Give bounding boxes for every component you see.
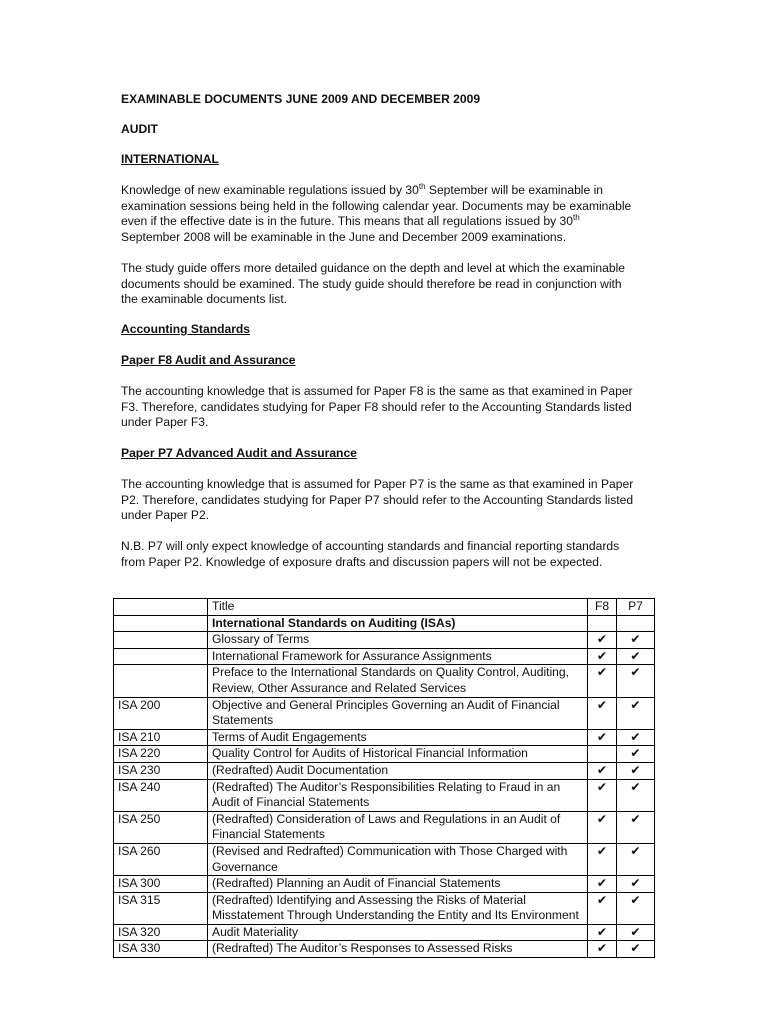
isa-code-cell: ISA 210 [114,729,208,746]
header-p7-cell: P7 [617,599,655,616]
section-p7-cell [617,615,655,632]
paragraph-line: The accounting knowledge that is assumed for Paper F8 is the same as that examined in Paper [121,384,633,398]
table-row [114,665,655,697]
intro-text: the examinable documents list. [121,292,288,307]
p7-check-cell: ✔ [617,746,655,763]
isa-title-cell: Terms of Audit Engagements [208,729,588,746]
f8-check-cell: ✔ [588,843,617,875]
isa-title-cell: (Redrafted) The Auditor’s Responsibilities Relating to Fraud in an Audit of Financial Statements [208,779,588,811]
table-row [114,811,655,843]
ordinal-suffix: th [418,182,426,191]
f8-check-cell: ✔ [588,892,617,924]
f8-check-cell [588,746,617,763]
paragraph-line: P2. Therefore, candidates studying for Paper P7 should refer to the Accounting Standards listed [121,492,634,507]
p7-check-cell: ✔ [617,632,655,649]
p7-check-cell: ✔ [617,697,655,729]
table-header-row [114,599,655,616]
p7-check-cell: ✔ [617,648,655,665]
table-row [114,729,655,746]
f8-check-cell: ✔ [588,941,617,958]
header-f8-cell: F8 [588,599,617,616]
isa-code-cell: ISA 250 [114,811,208,843]
section-f8-cell [588,615,617,632]
f8-check-cell: ✔ [588,762,617,779]
examinable-isa-table [113,598,655,958]
p7-check-cell: ✔ [617,729,655,746]
table-row [114,876,655,893]
isa-title-cell: (Redrafted) Audit Documentation [208,762,588,779]
table-row [114,632,655,649]
intro-paragraph-2 [121,261,661,308]
f8-check-cell: ✔ [588,876,617,893]
paragraph-line: under Paper F3. [121,415,209,430]
table-row [114,746,655,763]
isa-title-cell: Audit Materiality [208,924,588,941]
section-code-cell [114,615,208,632]
table-row [114,697,655,729]
p7-check-cell: ✔ [617,665,655,697]
isa-title-cell: (Redrafted) Identifying and Assessing the Risks of Material Misstatement Through Understanding the Entity and Its Environment [208,892,588,924]
f8-check-cell: ✔ [588,779,617,811]
intro-text: Knowledge of new examinable regulations issued by 30 [121,183,419,197]
table-row [114,941,655,958]
intro-text: examination sessions being held in the following calendar year. Documents may be examinable [121,198,632,213]
nb-paragraph [121,539,661,570]
header-code-cell [114,599,208,616]
table-row [114,648,655,665]
paragraph-line: The accounting knowledge that is assumed for Paper P7 is the same as that examined in Paper [121,477,634,491]
intro-text: even if the effective date is in the future. This means that all regulations issued by 30 [121,214,573,229]
isa-title-cell: (Redrafted) The Auditor’s Responses to Assessed Risks [208,941,588,958]
intro-text: The study guide offers more detailed guidance on the depth and level at which the examinable [121,261,626,275]
isa-code-cell [114,632,208,649]
header-title-cell: Title [208,599,588,616]
table-row [114,892,655,924]
intro-text: documents should be examined. The study guide should therefore be read in conjunction with [121,276,622,291]
f8-check-cell: ✔ [588,632,617,649]
table-row [114,843,655,875]
isa-code-cell [114,665,208,697]
intro-text: September 2008 will be examinable in the June and December 2009 examinations. [121,229,567,244]
isa-title-cell: (Redrafted) Consideration of Laws and Regulations in an Audit of Financial Statements [208,811,588,843]
p7-check-cell: ✔ [617,941,655,958]
isa-code-cell: ISA 320 [114,924,208,941]
isa-code-cell: ISA 330 [114,941,208,958]
paragraph-line: under Paper P2. [121,508,210,523]
table-row [114,762,655,779]
isa-title-cell: Glossary of Terms [208,632,588,649]
isa-code-cell: ISA 260 [114,843,208,875]
p7-check-cell: ✔ [617,892,655,924]
p7-check-cell: ✔ [617,876,655,893]
isa-code-cell: ISA 240 [114,779,208,811]
f8-check-cell: ✔ [588,811,617,843]
paper-f8-heading: Paper F8 Audit and Assurance [121,353,296,367]
isa-title-cell: (Redrafted) Planning an Audit of Financial Statements [208,876,588,893]
isa-title-cell: Objective and General Principles Governing an Audit of Financial Statements [208,697,588,729]
f8-check-cell: ✔ [588,729,617,746]
paragraph-line: from Paper P2. Knowledge of exposure drafts and discussion papers will not be expected. [121,554,603,569]
f8-check-cell: ✔ [588,924,617,941]
section-title-cell: International Standards on Auditing (ISAs) [208,615,588,632]
p7-check-cell: ✔ [617,924,655,941]
paper-p7-paragraph [121,477,661,524]
isa-code-cell: ISA 200 [114,697,208,729]
isa-code-cell: ISA 220 [114,746,208,763]
isa-title-cell: International Framework for Assurance Assignments [208,648,588,665]
f8-check-cell: ✔ [588,665,617,697]
table-row [114,924,655,941]
subject-heading: AUDIT [121,122,158,136]
p7-check-cell: ✔ [617,779,655,811]
table-row [114,779,655,811]
f8-check-cell: ✔ [588,697,617,729]
accounting-standards-heading: Accounting Standards [121,322,251,336]
isa-code-cell: ISA 300 [114,876,208,893]
paper-f8-paragraph [121,384,661,431]
intro-text: September will be examinable in [425,183,603,197]
p7-check-cell: ✔ [617,843,655,875]
region-heading: INTERNATIONAL [121,152,219,166]
ordinal-suffix: th [573,213,580,223]
document-heading: EXAMINABLE DOCUMENTS JUNE 2009 AND DECEMBER 2009 [121,92,481,106]
paragraph-line: F3. Therefore, candidates studying for Paper F8 should refer to the Accounting Standards listed [121,399,632,414]
isa-title-cell: Quality Control for Audits of Historical Financial Information [208,746,588,763]
paper-p7-heading: Paper P7 Advanced Audit and Assurance [121,446,357,460]
isa-code-cell: ISA 230 [114,762,208,779]
isa-code-cell [114,648,208,665]
section-row [114,615,655,632]
p7-check-cell: ✔ [617,762,655,779]
isa-title-cell: Preface to the International Standards on Quality Control, Auditing, Review, Other Assurance and Related Services [208,665,588,697]
intro-paragraph-1 [121,183,661,245]
isa-title-cell: (Revised and Redrafted) Communication with Those Charged with Governance [208,843,588,875]
p7-check-cell: ✔ [617,811,655,843]
isa-code-cell: ISA 315 [114,892,208,924]
paragraph-line: N.B. P7 will only expect knowledge of accounting standards and financial reporting standards [121,539,620,553]
f8-check-cell: ✔ [588,648,617,665]
